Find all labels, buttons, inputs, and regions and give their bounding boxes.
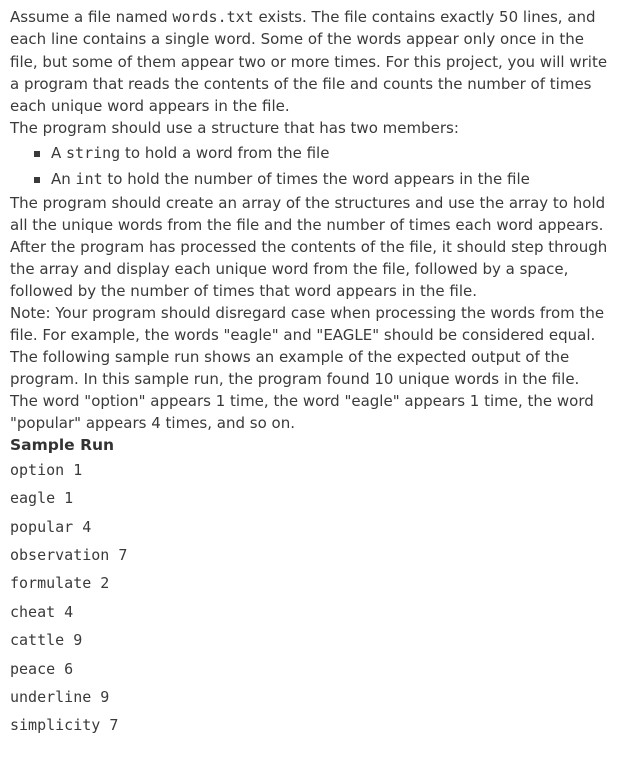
sample-run-line: formulate 2 — [10, 574, 110, 593]
sample-run-line: simplicity 7 — [10, 716, 119, 735]
sample-run-line: option 1 — [10, 460, 83, 479]
sample-run-line: popular 4 — [10, 517, 92, 536]
intro-paragraph — [10, 6, 610, 117]
member-text-post: to hold a word from the file — [120, 143, 330, 162]
structure-members-list — [10, 140, 610, 192]
sample-run-line: observation 7 — [10, 546, 128, 564]
sample-run-line: cattle 9 — [10, 631, 83, 650]
square-bullet-icon — [34, 151, 40, 157]
sample-run-output — [10, 456, 610, 740]
member-code: string — [66, 143, 121, 162]
intro-text-part2: exists. The file contains exactly 50 lines, and each line contains a single word. Some of the words appear only once in the file, but some of them appear two or more times. For this project, you will write a program that reads the contents of the file and counts the number of times each unique word appears in the file. — [10, 8, 608, 116]
member-text-pre: An — [51, 169, 76, 188]
sample-run-line: cheat 4 — [10, 602, 74, 621]
intro-text-part1: Assume a file named — [10, 8, 173, 26]
sample-run-heading: Sample Run — [10, 435, 115, 454]
sample-description-paragraph: The following sample run shows an example of the expected output of the program. In this sample run, the program found 10 unique words in the file. The word "option" appears 1 time, the word "eagle" appears 1 time, the word "popular" appears 4 times, and so on. — [10, 347, 594, 432]
array-paragraph: The program should create an array of the structures and use the array to hold all the unique words from the file and the number of times each word appears. After the program has processed the contents of the file, it should step through the array and display each unique word from the file, followed by a space, followed by the number of times that word appears in the file. — [10, 193, 608, 300]
member-text-pre: A — [51, 143, 67, 162]
square-bullet-icon — [34, 177, 40, 183]
structure-intro: The program should use a structure that has two members: — [10, 119, 459, 138]
note-paragraph: Note: Your program should disregard case when processing the words from the file. For example, the words "eagle" and "EAGLE" should be considered equal. — [10, 303, 605, 344]
filename-code: words.txt — [172, 8, 254, 26]
member-item-int — [32, 166, 610, 192]
sample-run-line: eagle 1 — [10, 489, 74, 508]
member-code: int — [75, 169, 103, 188]
sample-run-line: underline 9 — [10, 688, 110, 707]
member-text-post: to hold the number of times the word appears in the file — [102, 169, 530, 188]
sample-run-line: peace 6 — [10, 659, 74, 678]
member-item-string — [32, 140, 610, 166]
